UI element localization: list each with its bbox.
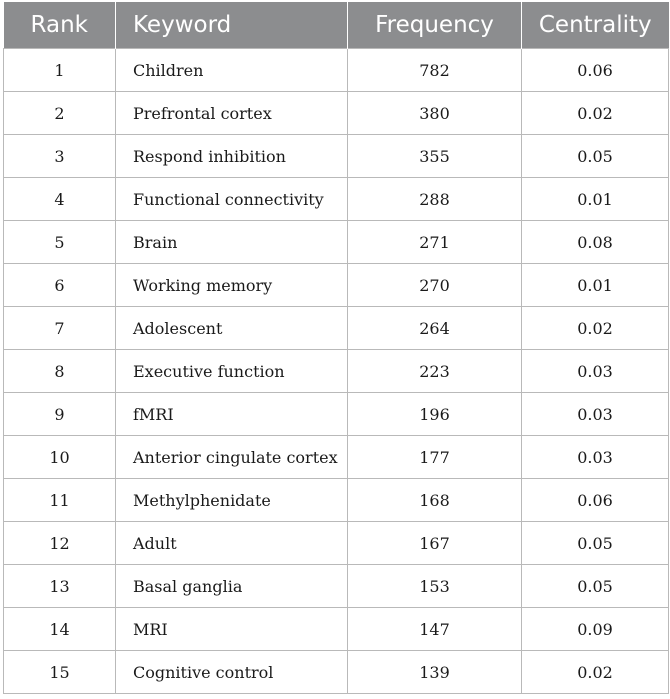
cell-rank: 15 [4, 651, 116, 694]
cell-centrality: 0.09 [522, 608, 669, 651]
table-row [4, 92, 669, 135]
header-keyword: Keyword [116, 2, 348, 49]
cell-centrality: 0.03 [522, 393, 669, 436]
table-row [4, 221, 669, 264]
table-body [4, 49, 669, 694]
table-row [4, 393, 669, 436]
cell-keyword: Children [116, 49, 348, 92]
cell-rank: 14 [4, 608, 116, 651]
cell-frequency: 270 [348, 264, 522, 307]
cell-rank: 4 [4, 178, 116, 221]
cell-frequency: 782 [348, 49, 522, 92]
header-row [4, 2, 669, 49]
cell-rank: 11 [4, 479, 116, 522]
table-row [4, 651, 669, 694]
cell-frequency: 168 [348, 479, 522, 522]
cell-frequency: 147 [348, 608, 522, 651]
cell-keyword: Working memory [116, 264, 348, 307]
table-row [4, 436, 669, 479]
cell-keyword: Executive function [116, 350, 348, 393]
cell-centrality: 0.02 [522, 651, 669, 694]
cell-keyword: Brain [116, 221, 348, 264]
cell-frequency: 196 [348, 393, 522, 436]
cell-keyword: Basal ganglia [116, 565, 348, 608]
cell-centrality: 0.06 [522, 49, 669, 92]
cell-frequency: 271 [348, 221, 522, 264]
cell-frequency: 177 [348, 436, 522, 479]
cell-centrality: 0.03 [522, 436, 669, 479]
cell-rank: 3 [4, 135, 116, 178]
cell-frequency: 153 [348, 565, 522, 608]
table-row [4, 608, 669, 651]
cell-centrality: 0.05 [522, 565, 669, 608]
cell-rank: 13 [4, 565, 116, 608]
cell-centrality: 0.02 [522, 307, 669, 350]
table-header [4, 2, 669, 49]
cell-keyword: Functional connectivity [116, 178, 348, 221]
table-row [4, 565, 669, 608]
cell-rank: 5 [4, 221, 116, 264]
cell-keyword: Cognitive control [116, 651, 348, 694]
cell-rank: 1 [4, 49, 116, 92]
cell-rank: 2 [4, 92, 116, 135]
cell-centrality: 0.05 [522, 135, 669, 178]
cell-keyword: MRI [116, 608, 348, 651]
cell-keyword: Adult [116, 522, 348, 565]
cell-centrality: 0.02 [522, 92, 669, 135]
table-row [4, 264, 669, 307]
cell-rank: 12 [4, 522, 116, 565]
cell-rank: 8 [4, 350, 116, 393]
table-row [4, 49, 669, 92]
cell-centrality: 0.01 [522, 264, 669, 307]
cell-centrality: 0.08 [522, 221, 669, 264]
cell-keyword: fMRI [116, 393, 348, 436]
header-rank: Rank [4, 2, 116, 49]
table-row [4, 522, 669, 565]
keyword-table [3, 2, 669, 694]
cell-centrality: 0.06 [522, 479, 669, 522]
keyword-table-container [3, 2, 668, 694]
cell-keyword: Prefrontal cortex [116, 92, 348, 135]
cell-frequency: 380 [348, 92, 522, 135]
table-row [4, 178, 669, 221]
cell-centrality: 0.03 [522, 350, 669, 393]
cell-rank: 9 [4, 393, 116, 436]
header-centrality: Centrality [522, 2, 669, 49]
table-row [4, 479, 669, 522]
cell-keyword: Adolescent [116, 307, 348, 350]
table-row [4, 135, 669, 178]
cell-rank: 10 [4, 436, 116, 479]
cell-rank: 7 [4, 307, 116, 350]
cell-keyword: Methylphenidate [116, 479, 348, 522]
cell-keyword: Respond inhibition [116, 135, 348, 178]
cell-frequency: 223 [348, 350, 522, 393]
cell-frequency: 288 [348, 178, 522, 221]
cell-frequency: 167 [348, 522, 522, 565]
header-frequency: Frequency [348, 2, 522, 49]
cell-frequency: 139 [348, 651, 522, 694]
cell-centrality: 0.05 [522, 522, 669, 565]
table-row [4, 307, 669, 350]
cell-frequency: 355 [348, 135, 522, 178]
cell-rank: 6 [4, 264, 116, 307]
cell-centrality: 0.01 [522, 178, 669, 221]
cell-frequency: 264 [348, 307, 522, 350]
cell-keyword: Anterior cingulate cortex [116, 436, 348, 479]
table-row [4, 350, 669, 393]
